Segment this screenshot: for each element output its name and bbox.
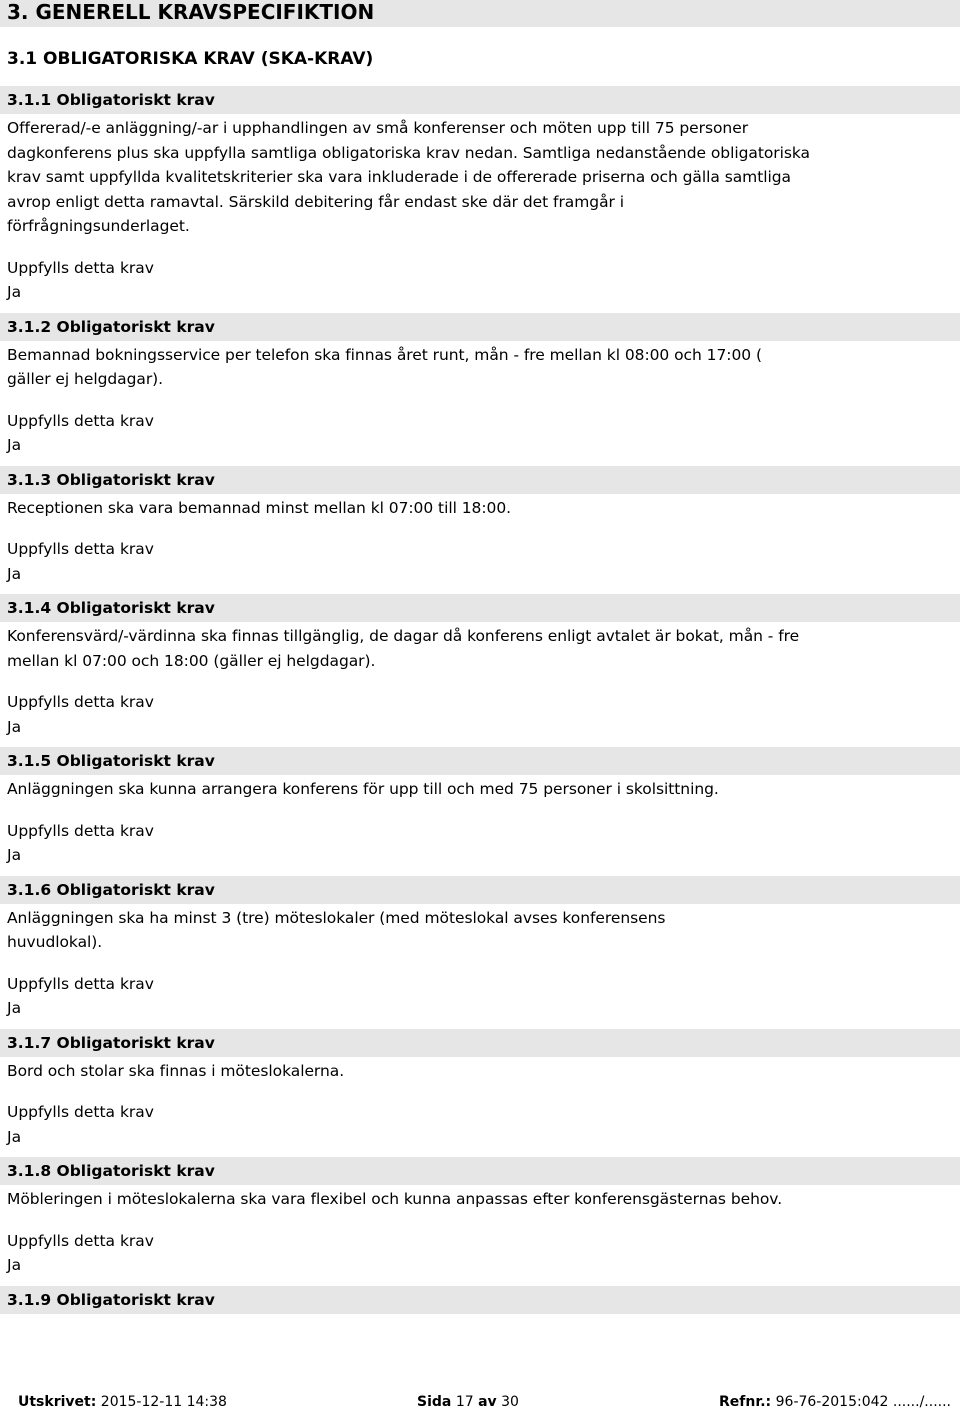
question-label: Uppfylls detta krav: [7, 258, 154, 277]
question-label: Uppfylls detta krav: [7, 974, 154, 993]
question-label: Uppfylls detta krav: [7, 693, 154, 711]
requirement-section: [0, 466, 960, 587]
requirement-section: [0, 747, 960, 868]
requirement-section: [0, 876, 960, 1021]
page-number: 17: [455, 1394, 474, 1410]
page-label: Sida: [417, 1394, 452, 1410]
section-heading: 3. GENERELL KRAVSPECIFIKTION: [0, 0, 960, 27]
requirement-text: Receptionen ska vara bemannad minst mellan kl 07:00 till 18:00.: [7, 498, 512, 517]
requirement-section: [0, 594, 960, 739]
answer-value: Ja: [7, 564, 22, 583]
answer-value: Ja: [7, 1256, 22, 1274]
question-label: Uppfylls detta krav: [7, 821, 154, 840]
answer-value: Ja: [7, 999, 22, 1017]
answer-value: Ja: [7, 717, 22, 736]
printed-value: 2015-12-11 14:38: [100, 1394, 227, 1410]
ref-value: 96-76-2015:042 ....../......: [775, 1394, 951, 1410]
requirement-text: Bord och stolar ska finnas i möteslokalerna.: [7, 1061, 345, 1080]
answer-value: Ja: [7, 283, 22, 301]
page-footer: [0, 1392, 960, 1412]
requirement-title: 3.1.7 Obligatoriskt krav: [0, 1029, 960, 1057]
answer-value: Ja: [7, 436, 22, 454]
page-of: av: [478, 1394, 497, 1410]
requirement-title: 3.1.2 Obligatoriskt krav: [0, 313, 960, 341]
subsection-heading: 3.1 OBLIGATORISKA KRAV (SKA-KRAV): [7, 49, 374, 69]
requirement-section: [0, 86, 960, 305]
requirement-title: 3.1.6 Obligatoriskt krav: [0, 876, 960, 904]
requirement-title: 3.1.3 Obligatoriskt krav: [0, 466, 960, 494]
requirement-text: Konferensvärd/-värdinna ska finnas tillgänglig, de dagar då konferens enligt avtalet är bokat, mån - fre mellan kl 07:00 och 18:00 (gäller ej helgdagar).: [7, 627, 800, 670]
reference-info: [719, 1392, 951, 1412]
question-label: Uppfylls detta krav: [7, 540, 154, 558]
requirement-title: 3.1.8 Obligatoriskt krav: [0, 1157, 960, 1185]
requirement-text: Offererad/-e anläggning/-ar i upphandlingen av små konferenser och möten upp till 75 personer dagkonferens plus ska uppfylla samtliga obligatoriska krav nedan. Samtliga nedanstående obligatoriska krav samt uppfyllda kvalitetskriterier ska vara inkluderade i de offererade priserna och gälla samtliga avrop enligt detta ramavtal. Särskild debitering får endast ske där det framgår i förfrågningsunderlaget.: [7, 119, 810, 235]
requirement-section: [0, 1029, 960, 1150]
ref-label: Refnr.:: [719, 1394, 772, 1410]
question-label: Uppfylls detta krav: [7, 1103, 154, 1121]
answer-value: Ja: [7, 1127, 22, 1146]
page-total: 30: [501, 1394, 519, 1410]
requirement-title: 3.1.4 Obligatoriskt krav: [0, 594, 960, 622]
requirement-section: [0, 1286, 960, 1314]
page-info: [417, 1392, 519, 1412]
printed-info: [18, 1392, 227, 1412]
answer-value: Ja: [7, 846, 22, 864]
question-label: Uppfylls detta krav: [7, 411, 154, 430]
requirement-section: [0, 313, 960, 458]
printed-label: Utskrivet:: [18, 1394, 97, 1410]
requirement-title: 3.1.9 Obligatoriskt krav: [0, 1286, 960, 1314]
requirement-text: Möbleringen i möteslokalerna ska vara flexibel och kunna anpassas efter konferensgästernas behov.: [7, 1190, 783, 1208]
question-label: Uppfylls detta krav: [7, 1231, 154, 1250]
requirement-text: Bemannad bokningsservice per telefon ska finnas året runt, mån - fre mellan kl 08:00 och 17:00 ( gäller ej helgdagar).: [7, 345, 762, 388]
requirement-text: Anläggningen ska ha minst 3 (tre) möteslokaler (med möteslokal avses konferensens huvudlokal).: [7, 908, 666, 951]
requirement-section: [0, 1157, 960, 1278]
requirement-title: 3.1.1 Obligatoriskt krav: [0, 86, 960, 114]
requirement-text: Anläggningen ska kunna arrangera konferens för upp till och med 75 personer i skolsittning.: [7, 780, 719, 798]
requirement-title: 3.1.5 Obligatoriskt krav: [0, 747, 960, 775]
